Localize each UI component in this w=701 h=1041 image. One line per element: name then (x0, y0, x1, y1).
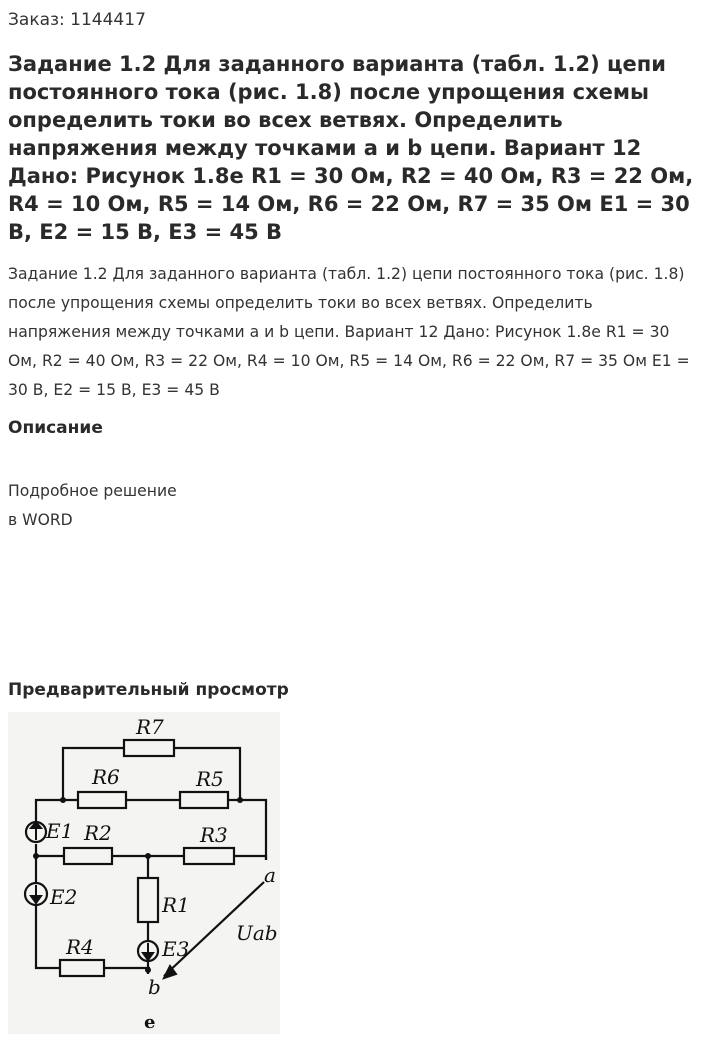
section-heading-description: Описание (8, 418, 103, 438)
label-r6: R6 (92, 765, 120, 789)
label-r4: R4 (66, 935, 94, 959)
figure-caption: e (144, 1012, 156, 1033)
label-b: b (148, 975, 161, 999)
label-e3: E3 (162, 937, 190, 961)
label-a: a (264, 863, 276, 887)
solution-line-2: в WORD (8, 511, 73, 529)
resistor-r5 (180, 792, 228, 808)
circuit-preview-image (8, 712, 280, 1034)
section-heading-preview: Предварительный просмотр (8, 680, 289, 700)
label-e1: E1 (46, 819, 74, 843)
label-r5: R5 (196, 767, 224, 791)
resistor-r3 (184, 848, 234, 864)
label-e2: E2 (50, 885, 78, 909)
resistor-r4 (60, 960, 104, 976)
task-description: Задание 1.2 Для заданного варианта (табл. 1.2) цепи постоянного тока (рис. 1.8) после упрощения схемы определить токи во всех ветвях. Определить напряжения между точками a и b цепи. Вариант 12 Дано: Рисунок 1.8е R1 = 30 Ом, R2 = 40 Ом, R3 = 22 Ом, R4 = 10 Ом, R5 = 14 Ом, R6 = 22 Ом, R7 = 35 Ом E1 = 30 В, E2 = 15 В, E3 = 45 В (8, 265, 690, 399)
label-r1: R1 (162, 893, 190, 917)
resistor-r6 (78, 792, 126, 808)
label-uab: Uab (236, 921, 278, 945)
resistor-r1 (138, 878, 158, 922)
solution-line-1: Подробное решение (8, 482, 177, 500)
resistor-r2 (64, 848, 112, 864)
page-title: Задание 1.2 Для заданного варианта (табл. 1.2) цепи постоянного тока (рис. 1.8) после упрощения схемы определить токи во всех ветвях. Определить напряжения между точками a и b цепи. Вариант 12 Дано: Рисунок 1.8е R1 = 30 Ом, R2 = 40 Ом, R3 = 22 Ом, R4 = 10 Ом, R5 = 14 Ом, R6 = 22 Ом, R7 = 35 Ом E1 = 30 В, E2 = 15 В, E3 = 45 В (8, 52, 694, 244)
label-r2: R2 (84, 821, 112, 845)
resistor-r7 (124, 740, 174, 756)
label-r3: R3 (200, 823, 228, 847)
label-r7: R7 (136, 715, 164, 739)
order-number: Заказ: 1144417 (8, 10, 146, 30)
